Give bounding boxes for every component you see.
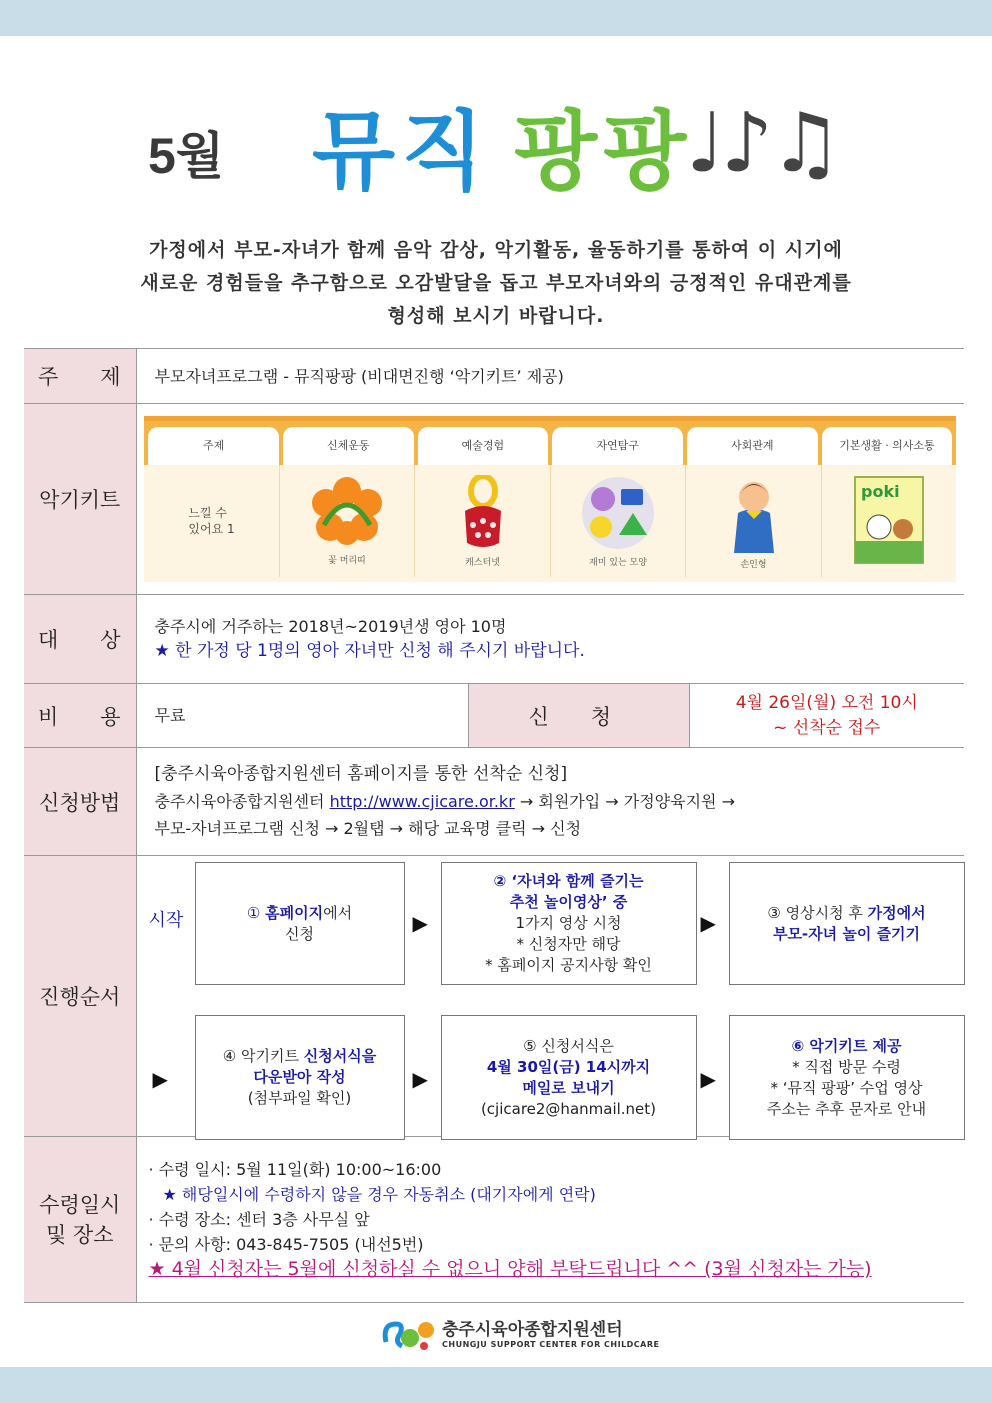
pickup-contact: · 문의 사항: 043-845-7505 (내선5번) <box>148 1235 424 1254</box>
intro-text: 가정에서 부모-자녀가 함께 음악 감상, 악기활동, 율동하기를 통하여 이 시기에 새로운 경험들을 추구함으로 오감발달을 돕고 부모자녀와의 긍정적인 유대관계를 형성해 보시기 바랍니다. <box>140 239 852 327</box>
label-kit: 악기키트 <box>24 404 136 595</box>
pickup-notice: ★ 4월 신청자는 5월에 신청하실 수 없으니 양해 부탁드립니다 ^^ (3월 신청자는 가능) <box>148 1258 872 1280</box>
arrow-icon: ▶ <box>700 1067 716 1091</box>
kit-tab: 신체운동 <box>283 427 414 465</box>
kit-item-shapes: 재미 있는 모양 <box>550 465 686 577</box>
row-kit <box>24 404 964 595</box>
arrow-icon: ▶ <box>412 1067 428 1091</box>
target-desc: 충주시에 거주하는 2018년~2019년생 영아 10명 <box>154 617 507 636</box>
method-heading: [충주시육아종합지원센터 홈페이지를 통한 선착순 신청] <box>154 764 568 784</box>
label-method: 신청방법 <box>24 748 136 856</box>
kit-image <box>144 416 956 582</box>
step-2: ② ‘자녀와 함께 즐기는 추천 놀이영상’ 중 1가지 영상 시청 * 신청자만 해당 * 홈페이지 공지사항 확인 <box>441 862 697 985</box>
label-target: 대 상 <box>24 595 136 684</box>
step-4: ④ 악기키트 신청서식을 다운받아 작성 (첨부파일 확인) <box>195 1015 405 1140</box>
footer-name-ko: 충주시육아종합지원센터 <box>442 1320 623 1340</box>
title-music: 뮤직 <box>312 102 491 202</box>
kit-item-headband: 꽃 머리띠 <box>279 465 415 577</box>
step-3: ③ 영상시청 후 가정에서 부모-자녀 놀이 즐기기 <box>729 862 965 985</box>
pickup-date: · 수령 일시: 5월 11일(화) 10:00~16:00 <box>148 1160 442 1179</box>
top-band <box>0 0 992 36</box>
kit-item-intro: 느낄 수 있어요 1 <box>188 506 235 536</box>
cost-value: 무료 <box>136 684 468 748</box>
row-cost <box>24 684 964 748</box>
subject-value: 부모자녀프로그램 - 뮤직팡팡 (비대면진행 ‘악기키트’ 제공) <box>136 349 964 404</box>
kit-tabs <box>144 421 956 465</box>
homepage-link[interactable]: http://www.cjicare.or.kr <box>329 792 515 811</box>
title-pangpang: 팡팡 <box>514 102 693 202</box>
kit-tab: 자연탐구 <box>552 427 683 465</box>
start-label: 시작 <box>148 910 184 931</box>
method-steps-2: 부모-자녀프로그램 신청 → 2월탭 → 해당 교육명 클릭 → 신청 <box>154 819 582 838</box>
label-apply: 신 청 <box>468 684 689 748</box>
label-subject: 주 제 <box>24 349 136 404</box>
book-title: poki <box>861 482 900 501</box>
label-pickup: 수령일시 및 장소 <box>24 1137 136 1303</box>
row-method <box>24 748 964 856</box>
row-subject <box>24 349 964 404</box>
kit-item-puppet: 손인형 <box>685 465 821 577</box>
apply-period: 4월 26일(월) 오전 10시 ~ 선착순 접수 <box>689 684 964 748</box>
bottom-band <box>0 1367 992 1403</box>
pickup-date-note: ★ 해당일시에 수령하지 않을 경우 자동취소 (대기자에게 연락) <box>162 1185 596 1204</box>
kit-tab: 사회관계 <box>687 427 818 465</box>
footer-logo <box>380 1312 660 1352</box>
shape-puzzle-icon <box>575 475 661 551</box>
kit-tab: 예술경험 <box>418 427 549 465</box>
arrow-icon: ▶ <box>412 911 428 935</box>
step-6: ⑥ 악기키트 제공 * 직접 방문 수령 * ‘뮤직 팡팡’ 수업 영상 주소는 추후 문자로 안내 <box>729 1015 965 1140</box>
poki-book-icon <box>853 475 925 567</box>
row-pickup <box>24 1137 964 1303</box>
pickup-place: · 수령 장소: 센터 3층 사무실 앞 <box>148 1210 370 1229</box>
method-steps: 충주시육아종합지원센터 http://www.cjicare.or.kr → 회원가입 → 가정양육지원 → <box>154 792 735 811</box>
center-logo-icon <box>380 1312 436 1352</box>
process-flow <box>137 856 965 1136</box>
email-address: (cjicare2@hanmail.net) <box>480 1099 657 1118</box>
kit-item-book <box>821 465 957 577</box>
hand-puppet-icon <box>724 473 784 553</box>
footer-name-en: CHUNGJU SUPPORT CENTER FOR CHILDCARE <box>442 1340 660 1349</box>
kit-tab: 주제 <box>148 427 279 465</box>
kit-tab: 기본생활 · 의사소통 <box>822 427 953 465</box>
music-notes-icon: ♩♪♫ <box>686 96 839 191</box>
step-5: ⑤ 신청서식은 4월 30일(금) 14시까지 메일로 보내기 (cjicare2@hanmail.net) <box>441 1015 697 1140</box>
row-target <box>24 595 964 684</box>
label-cost: 비 용 <box>24 684 136 748</box>
flower-headband-icon <box>302 477 392 549</box>
arrow-icon: ▶ <box>700 911 716 935</box>
row-process <box>24 856 964 1137</box>
info-table <box>24 348 964 1303</box>
kit-item-castanet: 캐스터넷 <box>414 465 550 577</box>
page-title <box>0 80 992 200</box>
step-1: ① 홈페이지에서 신청 <box>195 862 405 985</box>
castanet-icon <box>453 475 513 551</box>
target-note: ★ 한 가정 당 1명의 영아 자녀만 신청 해 주시기 바랍니다. <box>154 641 585 661</box>
label-process: 진행순서 <box>24 856 136 1137</box>
arrow-icon: ▶ <box>152 1067 168 1091</box>
title-month: 5월 <box>148 128 225 184</box>
